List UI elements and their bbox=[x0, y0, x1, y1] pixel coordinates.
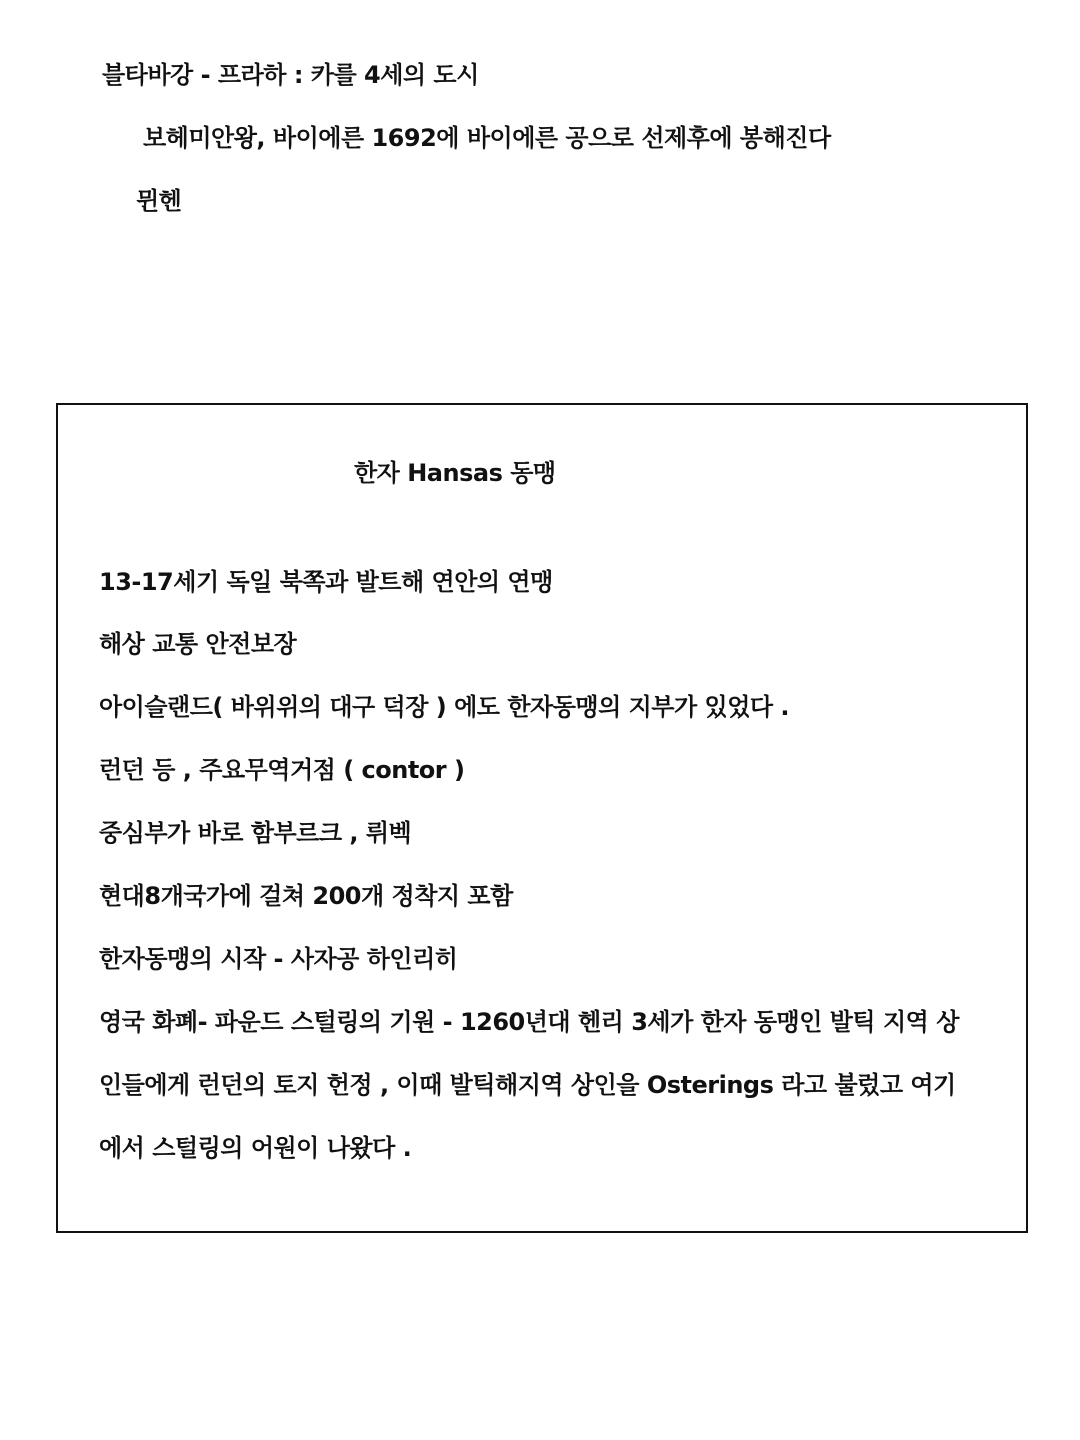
box-line-9: 인들에게 런던의 토지 헌정 , 이때 발틱해지역 상인을 Osterings 라고 불렀고 여기 bbox=[99, 1071, 956, 1099]
box-line-3: 아이슬랜드( 바위위의 대구 덕장 ) 에도 한자동맹의 지부가 있었다 . bbox=[99, 693, 790, 721]
box-line-6: 현대8개국가에 걸쳐 200개 정착지 포함 bbox=[99, 882, 513, 910]
note-line-3: 뮌헨 bbox=[136, 187, 182, 215]
box-line-2: 해상 교통 안전보장 bbox=[99, 630, 297, 658]
box-title: 한자 Hansas 동맹 bbox=[354, 459, 556, 487]
hanseatic-league-box bbox=[56, 403, 1028, 1233]
box-line-8: 영국 화폐- 파운드 스털링의 기원 - 1260년대 헨리 3세가 한자 동맹인 발틱 지역 상 bbox=[99, 1008, 959, 1036]
box-line-4: 런던 등 , 주요무역거점 ( contor ) bbox=[99, 756, 465, 784]
box-line-7: 한자동맹의 시작 - 사자공 하인리히 bbox=[99, 945, 458, 973]
box-line-10: 에서 스털링의 어원이 나왔다 . bbox=[99, 1134, 412, 1162]
box-line-5: 중심부가 바로 함부르크 , 뤼벡 bbox=[99, 819, 412, 847]
note-line-1: 블타바강 - 프라하 : 카를 4세의 도시 bbox=[102, 61, 479, 89]
note-line-2: 보헤미안왕, 바이에른 1692에 바이에른 공으로 선제후에 봉해진다 bbox=[143, 124, 831, 152]
box-line-1: 13-17세기 독일 북쪽과 발트해 연안의 연맹 bbox=[99, 568, 553, 596]
